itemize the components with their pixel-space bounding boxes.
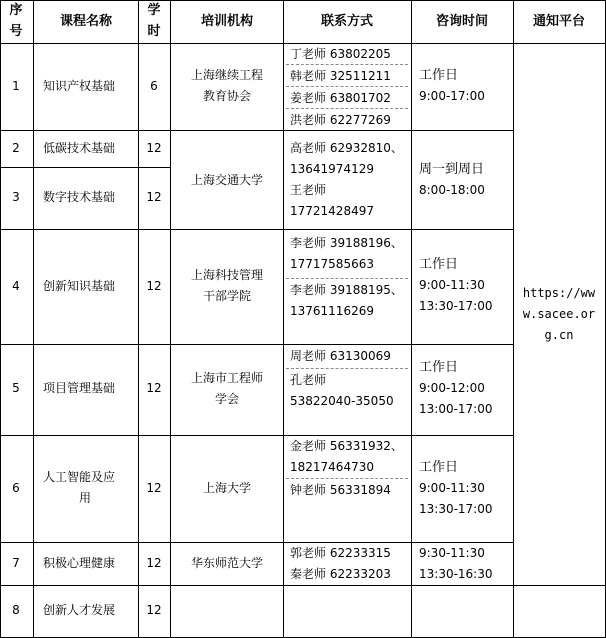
contact-info: 李老师 39188196、 17717585663 李老师 39188195、 13761116269 [290,236,403,318]
course-hours: 12 [146,603,162,617]
row-number: 2 [12,141,20,155]
course-name: 积极心理健康 [43,556,116,570]
grid-line [0,167,170,168]
training-org: 上海大学 [202,481,252,495]
grid-line [0,229,513,230]
consult-time: 工作日 9:00-17:00 [419,68,485,103]
consult-time: 工作日 9:00-11:30 13:30-17:00 [419,460,493,516]
grid-line [0,0,606,1]
course-name: 人工智能及应 用 [43,470,116,505]
training-org: 上海继续工程 教育协会 [190,68,264,103]
row-number: 5 [12,381,20,395]
training-org: 上海市工程师 学会 [190,371,264,406]
consult-time: 工作日 9:00-12:00 13:00-17:00 [419,360,493,416]
contact-info: 丁老师 63802205 韩老师 32511211 姜老师 63801702 洪老师 62277269 [290,47,391,127]
grid-line [0,435,513,436]
course-name: 低碳技术基础 [43,141,116,155]
grid-line [513,0,514,638]
header-seq: 序 号 [9,3,23,39]
course-name: 项目管理基础 [43,381,116,395]
contact-info: 周老师 63130069 孔老师 53822040-35050 [290,349,394,408]
training-org: 上海交通大学 [190,173,264,187]
course-hours: 12 [146,190,162,204]
course-hours: 12 [146,381,162,395]
course-hours: 12 [146,556,162,570]
grid-line [0,130,513,131]
course-name: 数字技术基础 [43,190,116,204]
course-hours: 12 [146,279,162,293]
consult-time: 工作日 9:00-11:30 13:30-17:00 [419,257,493,313]
contact-info: 郭老师 62233315 秦老师 62233203 [290,546,391,581]
header-course: 课程名称 [59,14,113,29]
row-number: 3 [12,190,20,204]
row-number: 4 [12,279,20,293]
notice-platform-link[interactable]: https://ww w.sacee.or g.cn [522,286,596,342]
contact-info: 金老师 56331932、 18217464730 钟老师 56331894 [290,439,403,497]
row-number: 1 [12,79,20,93]
consult-time: 9:30-11:30 13:30-16:30 [419,546,493,581]
grid-line [0,344,513,345]
row-number: 6 [12,481,20,495]
course-name: 创新知识基础 [43,279,116,293]
contact-info: 高老师 62932810、 13641974129 王老师 17721428497 [290,141,403,218]
course-name: 创新人才发展 [43,603,116,617]
consult-time: 周一到周日 8:00-18:00 [419,162,485,197]
course-hours: 12 [146,481,162,495]
row-number: 7 [12,556,20,570]
course-hours: 6 [150,79,158,93]
header-hours: 学 时 [147,3,161,39]
header-org: 培训机构 [200,14,254,29]
header-time: 咨询时间 [435,14,489,29]
training-org: 上海科技管理 干部学院 [190,268,264,303]
header-platform: 通知平台 [532,14,586,29]
row-number: 8 [12,603,20,617]
course-hours: 12 [146,141,162,155]
training-org: 华东师范大学 [190,556,264,570]
course-name: 知识产权基础 [43,79,116,93]
grid-line [0,585,606,586]
header-contact: 联系方式 [320,14,374,29]
